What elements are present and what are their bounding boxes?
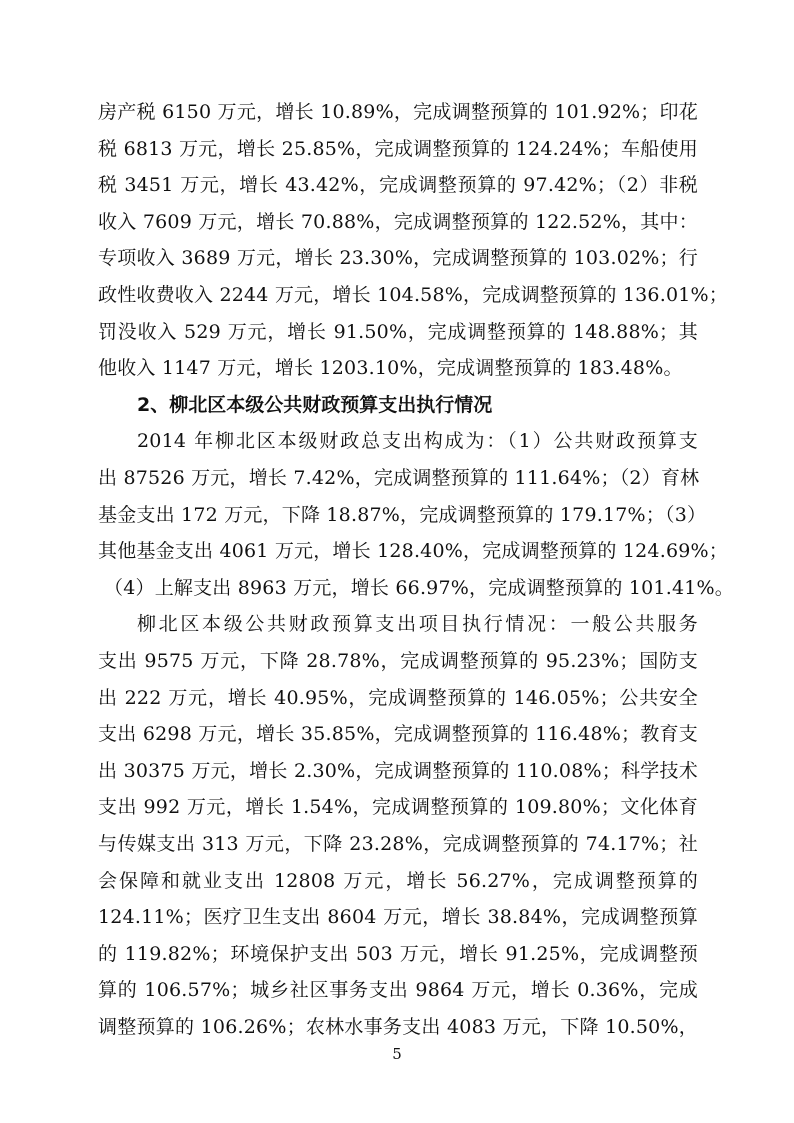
text-line: 专项收入 3689 万元，增长 23.30%，完成调整预算的 103.02%；行 — [98, 247, 698, 269]
text-line: 收入 7609 万元，增长 70.88%，完成调整预算的 122.52%，其中： — [98, 211, 698, 233]
text-line: 的 119.82%；环境保护支出 503 万元，增长 91.25%，完成调整预 — [98, 943, 698, 965]
text-line: 调整预算的 106.26%；农林水事务支出 4083 万元，下降 10.50%， — [98, 1016, 698, 1038]
page-number: 5 — [392, 1045, 402, 1063]
text-line: 算的 106.57%；城乡社区事务支出 9864 万元，增长 0.36%，完成 — [98, 979, 698, 1001]
text-line: 支出 992 万元，增长 1.54%，完成调整预算的 109.80%；文化体育 — [98, 796, 698, 818]
text-line: 出 87526 万元，增长 7.42%，完成调整预算的 111.64%；（2）育林 — [98, 467, 700, 489]
text-line: 他收入 1147 万元，增长 1203.10%，完成调整预算的 183.48%。 — [98, 357, 683, 379]
text-line: 罚没收入 529 万元，增长 91.50%，完成调整预算的 148.88%；其 — [98, 321, 698, 343]
text-line: （4）上解支出 8963 万元，增长 66.97%，完成调整预算的 101.41%。 — [104, 577, 734, 599]
text-line: 支出 9575 万元，下降 28.78%，完成调整预算的 95.23%；国防支 — [98, 650, 698, 672]
text-line: 其他基金支出 4061 万元，增长 128.40%，完成调整预算的 124.69%； — [98, 540, 728, 562]
text-line: 出 30375 万元，增长 2.30%，完成调整预算的 110.08%；科学技术 — [98, 760, 698, 782]
text-line: 基金支出 172 万元，下降 18.87%，完成调整预算的 179.17%；（3） — [98, 504, 707, 526]
text-line: 2014 年柳北区本级财政总支出构成为：（1）公共财政预算支 — [137, 430, 698, 452]
text-line: 支出 6298 万元，增长 35.85%，完成调整预算的 116.48%；教育支 — [98, 723, 698, 745]
section-heading: 2、柳北区本级公共财政预算支出执行情况 — [137, 394, 493, 416]
text-line: 税 6813 万元，增长 25.85%，完成调整预算的 124.24%；车船使用 — [98, 138, 698, 160]
text-line: 会保障和就业支出 12808 万元，增长 56.27%，完成调整预算的 — [98, 870, 698, 892]
text-line: 房产税 6150 万元，增长 10.89%，完成调整预算的 101.92%；印花 — [98, 101, 698, 123]
text-line: 柳北区本级公共财政预算支出项目执行情况：一般公共服务 — [137, 613, 698, 635]
text-line: 124.11%；医疗卫生支出 8604 万元，增长 38.84%，完成调整预算 — [98, 906, 698, 928]
text-line: 出 222 万元，增长 40.95%，完成调整预算的 146.05%；公共安全 — [98, 687, 698, 709]
text-line: 与传媒支出 313 万元，下降 23.28%，完成调整预算的 74.17%；社 — [98, 833, 698, 855]
text-line: 税 3451 万元，增长 43.42%，完成调整预算的 97.42%；（2）非税 — [98, 174, 698, 196]
text-line: 政性收费收入 2244 万元，增长 104.58%，完成调整预算的 136.01%； — [98, 284, 728, 306]
